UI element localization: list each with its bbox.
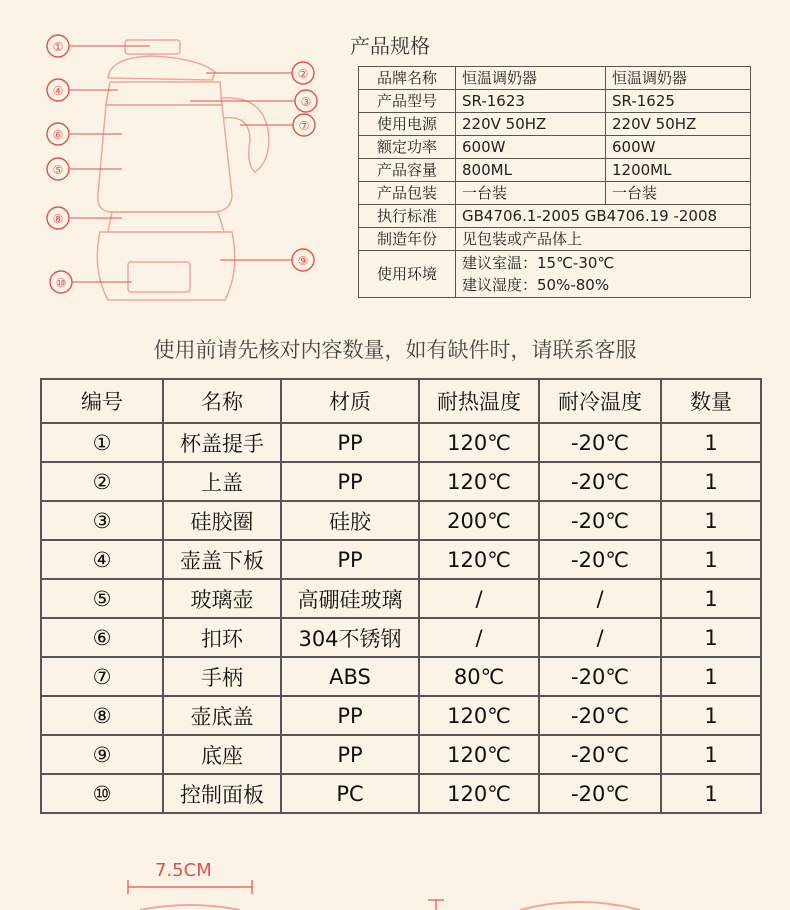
part-material: PP — [281, 540, 419, 579]
part-quantity: 1 — [661, 657, 761, 696]
table-row — [41, 774, 761, 813]
part-cold-resistance: -20℃ — [539, 540, 661, 579]
header-name: 名称 — [163, 379, 281, 423]
spec-key: 品牌名称 — [359, 67, 456, 90]
spec-row — [359, 228, 751, 251]
spec-value-model-2: 一台装 — [606, 182, 751, 205]
callout-6-label: ⑥ — [52, 128, 64, 142]
callout-6 — [47, 123, 69, 145]
part-name: 手柄 — [163, 657, 281, 696]
header-quantity: 数量 — [661, 379, 761, 423]
spec-value-model-2: SR-1625 — [606, 90, 751, 113]
callout-9-label: ⑨ — [297, 254, 309, 268]
part-number: ⑦ — [41, 657, 163, 696]
spec-key: 执行标准 — [359, 205, 456, 228]
spec-value-model-2: 恒温调奶器 — [606, 67, 751, 90]
dimension-label: 7.5CM — [155, 860, 212, 881]
spec-key: 使用环境 — [359, 251, 456, 298]
header-number: 编号 — [41, 379, 163, 423]
callout-10 — [50, 271, 72, 293]
part-name: 壶底盖 — [163, 696, 281, 735]
part-material: ABS — [281, 657, 419, 696]
spec-value-model-1: SR-1623 — [456, 90, 606, 113]
part-quantity: 1 — [661, 501, 761, 540]
callout-3 — [295, 90, 317, 112]
callout-4 — [47, 79, 69, 101]
spec-row — [359, 90, 751, 113]
callout-2 — [292, 62, 314, 84]
table-row — [41, 501, 761, 540]
spec-key: 产品型号 — [359, 90, 456, 113]
part-name: 上盖 — [163, 462, 281, 501]
spec-row — [359, 205, 751, 228]
part-heat-resistance: 120℃ — [419, 696, 539, 735]
table-row — [41, 462, 761, 501]
parts-header-row — [41, 379, 761, 423]
part-heat-resistance: 120℃ — [419, 540, 539, 579]
spec-key: 制造年份 — [359, 228, 456, 251]
part-material: 高硼硅玻璃 — [281, 579, 419, 618]
spec-table-body — [359, 67, 751, 298]
table-row — [41, 735, 761, 774]
spec-row — [359, 136, 751, 159]
callout-5 — [47, 158, 69, 180]
callout-2-label: ② — [297, 67, 309, 81]
header-heat-resistance: 耐热温度 — [419, 379, 539, 423]
parts-table-body — [41, 423, 761, 813]
callout-1-label: ① — [52, 40, 64, 54]
part-quantity: 1 — [661, 579, 761, 618]
table-row — [41, 579, 761, 618]
part-cold-resistance: -20℃ — [539, 423, 661, 462]
header-material: 材质 — [281, 379, 419, 423]
part-heat-resistance: 120℃ — [419, 423, 539, 462]
part-quantity: 1 — [661, 462, 761, 501]
callout-markers — [47, 35, 317, 293]
callout-1 — [47, 35, 69, 57]
part-number: ① — [41, 423, 163, 462]
spec-value: GB4706.1-2005 GB4706.19 -2008 — [456, 205, 751, 228]
part-cold-resistance: -20℃ — [539, 735, 661, 774]
part-cold-resistance: / — [539, 579, 661, 618]
part-name: 杯盖提手 — [163, 423, 281, 462]
header-cold-resistance: 耐冷温度 — [539, 379, 661, 423]
part-name: 底座 — [163, 735, 281, 774]
spec-value — [456, 251, 751, 298]
part-material: PP — [281, 462, 419, 501]
spec-row — [359, 251, 751, 298]
part-name: 控制面板 — [163, 774, 281, 813]
spec-value: 见包装或产品体上 — [456, 228, 751, 251]
part-cold-resistance: -20℃ — [539, 696, 661, 735]
spec-key: 使用电源 — [359, 113, 456, 136]
table-row — [41, 696, 761, 735]
table-row — [41, 657, 761, 696]
part-quantity: 1 — [661, 696, 761, 735]
part-heat-resistance: 120℃ — [419, 735, 539, 774]
part-quantity: 1 — [661, 735, 761, 774]
table-row — [41, 540, 761, 579]
part-cold-resistance: -20℃ — [539, 774, 661, 813]
spec-value-model-1: 220V 50HZ — [456, 113, 606, 136]
spec-row — [359, 159, 751, 182]
spec-key: 产品容量 — [359, 159, 456, 182]
part-material: 304不锈钢 — [281, 618, 419, 657]
part-name: 玻璃壶 — [163, 579, 281, 618]
callout-5-label: ⑤ — [52, 163, 64, 177]
table-row — [41, 423, 761, 462]
part-cold-resistance: -20℃ — [539, 657, 661, 696]
dimension-graphic — [0, 870, 790, 910]
spec-row — [359, 113, 751, 136]
part-material: PP — [281, 423, 419, 462]
part-heat-resistance: / — [419, 618, 539, 657]
callout-10-label: ⑩ — [55, 276, 67, 290]
part-material: 硅胶 — [281, 501, 419, 540]
part-cold-resistance: -20℃ — [539, 501, 661, 540]
part-material: PP — [281, 696, 419, 735]
spec-table — [358, 66, 751, 298]
part-name: 壶盖下板 — [163, 540, 281, 579]
part-number: ⑨ — [41, 735, 163, 774]
part-heat-resistance: 120℃ — [419, 774, 539, 813]
callout-4-label: ④ — [52, 84, 64, 98]
spec-title: 产品规格 — [350, 34, 430, 58]
parts-table — [40, 378, 762, 814]
part-heat-resistance: 200℃ — [419, 501, 539, 540]
spec-key: 产品包装 — [359, 182, 456, 205]
part-number: ② — [41, 462, 163, 501]
part-number: ⑤ — [41, 579, 163, 618]
part-heat-resistance: 80℃ — [419, 657, 539, 696]
callout-7 — [293, 114, 315, 136]
part-quantity: 1 — [661, 540, 761, 579]
spec-row — [359, 182, 751, 205]
spec-value-model-1: 800ML — [456, 159, 606, 182]
part-cold-resistance: -20℃ — [539, 462, 661, 501]
part-quantity: 1 — [661, 774, 761, 813]
spec-value-line: 建议湿度：50%-80% — [462, 276, 610, 294]
part-name: 硅胶圈 — [163, 501, 281, 540]
part-heat-resistance: 120℃ — [419, 462, 539, 501]
table-row — [41, 618, 761, 657]
part-heat-resistance: / — [419, 579, 539, 618]
kettle-illustration — [97, 40, 268, 300]
spec-row — [359, 67, 751, 90]
callout-3-label: ③ — [300, 95, 312, 109]
kettle-top-outline — [520, 902, 640, 910]
spec-key: 额定功率 — [359, 136, 456, 159]
callout-9 — [292, 249, 314, 271]
spec-value-model-1: 一台装 — [456, 182, 606, 205]
part-number: ④ — [41, 540, 163, 579]
bottle-top-outline — [140, 905, 240, 910]
part-number: ⑧ — [41, 696, 163, 735]
callout-8 — [47, 207, 69, 229]
callout-8-label: ⑧ — [52, 212, 64, 226]
part-quantity: 1 — [661, 618, 761, 657]
part-quantity: 1 — [661, 423, 761, 462]
part-name: 扣环 — [163, 618, 281, 657]
spec-value-line: 建议室温：15℃-30℃ — [462, 254, 615, 272]
spec-value-model-2: 1200ML — [606, 159, 751, 182]
check-contents-notice: 使用前请先核对内容数量，如有缺件时，请联系客服 — [153, 338, 637, 362]
spec-value-model-2: 600W — [606, 136, 751, 159]
part-material: PP — [281, 735, 419, 774]
spec-value-model-1: 600W — [456, 136, 606, 159]
spec-value-model-2: 220V 50HZ — [606, 113, 751, 136]
part-number: ⑥ — [41, 618, 163, 657]
callout-7-label: ⑦ — [298, 119, 310, 133]
spec-value-model-1: 恒温调奶器 — [456, 67, 606, 90]
part-material: PC — [281, 774, 419, 813]
part-cold-resistance: / — [539, 618, 661, 657]
part-number: ⑩ — [41, 774, 163, 813]
kettle-parts-diagram — [0, 0, 340, 320]
part-number: ③ — [41, 501, 163, 540]
